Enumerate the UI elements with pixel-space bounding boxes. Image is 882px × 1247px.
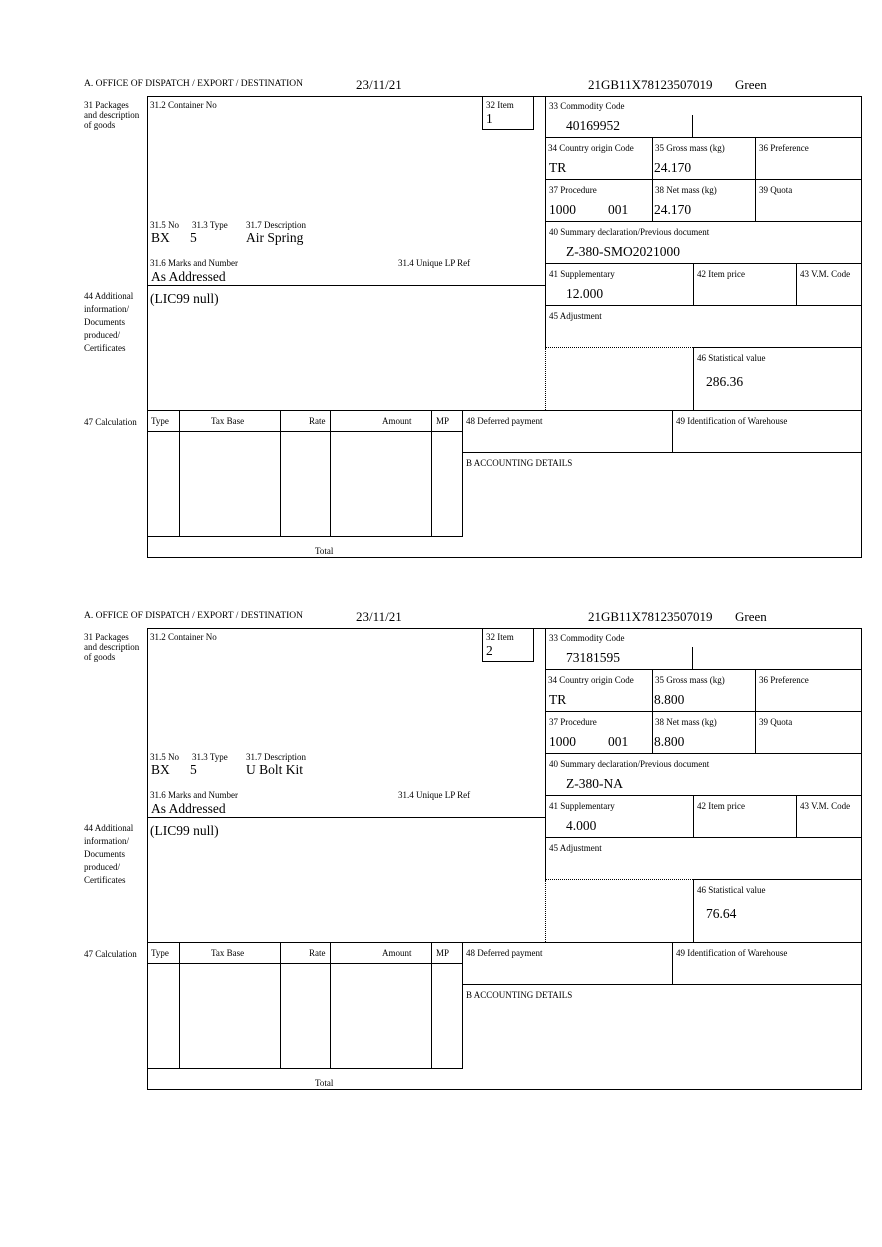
net-mass-label: 38 Net mass (kg) bbox=[655, 717, 717, 727]
total-label: Total bbox=[315, 546, 334, 556]
commodity-code: 40169952 bbox=[566, 118, 620, 133]
supplementary-label: 41 Supplementary bbox=[549, 801, 615, 811]
gross-mass: 8.800 bbox=[654, 692, 685, 707]
container-label: 31.2 Container No bbox=[150, 100, 217, 110]
calculation-label: 47 Calculation bbox=[84, 949, 137, 959]
supplementary-units: 4.000 bbox=[566, 818, 597, 833]
country-origin-label: 34 Country origin Code bbox=[548, 143, 634, 153]
accounting-label: B ACCOUNTING DETAILS bbox=[466, 458, 573, 468]
net-mass: 24.170 bbox=[654, 202, 692, 217]
summary-document: Z-380-NA bbox=[566, 776, 623, 791]
calc-mp-header: MP bbox=[436, 416, 450, 426]
country-origin-label: 34 Country origin Code bbox=[548, 675, 634, 685]
marks-value: As Addressed bbox=[151, 269, 226, 284]
vm-code-label: 43 V.M. Code bbox=[800, 801, 851, 811]
item-number: 1 bbox=[486, 111, 493, 126]
preference-label: 36 Preference bbox=[759, 143, 809, 153]
package-type-label: 31.3 Type bbox=[192, 752, 228, 762]
procedure-label: 37 Procedure bbox=[549, 717, 597, 727]
calc-type-header: Type bbox=[151, 416, 169, 426]
procedure-additional: 001 bbox=[608, 734, 629, 749]
item-price-label: 42 Item price bbox=[697, 269, 745, 279]
summary-decl-label: 40 Summary declaration/Previous document bbox=[549, 759, 710, 769]
declaration-item-2 bbox=[0, 532, 882, 1088]
item-label: 32 Item bbox=[486, 632, 514, 642]
package-type-label: 31.3 Type bbox=[192, 220, 228, 230]
declaration-date: 23/11/21 bbox=[356, 609, 402, 624]
statistical-label: 46 Statistical value bbox=[697, 885, 766, 895]
country-origin: TR bbox=[549, 160, 567, 175]
goods-description: U Bolt Kit bbox=[246, 762, 304, 777]
marks-label: 31.6 Marks and Number bbox=[150, 790, 238, 800]
accounting-label: B ACCOUNTING DETAILS bbox=[466, 990, 573, 1000]
unique-lp-label: 31.4 Unique LP Ref bbox=[398, 790, 471, 800]
calculation-label: 47 Calculation bbox=[84, 417, 137, 427]
quota-label: 39 Quota bbox=[759, 185, 793, 195]
quota-label: 39 Quota bbox=[759, 717, 793, 727]
route-status: Green bbox=[735, 609, 767, 624]
item-number: 2 bbox=[486, 643, 493, 658]
package-no: BX bbox=[151, 762, 170, 777]
additional-info-label: 44 Additional information/ Documents produced/ Certificates bbox=[84, 823, 134, 885]
package-no: BX bbox=[151, 230, 170, 245]
summary-decl-label: 40 Summary declaration/Previous document bbox=[549, 227, 710, 237]
container-label: 31.2 Container No bbox=[150, 632, 217, 642]
declaration-reference: 21GB11X78123507019 bbox=[588, 77, 713, 92]
procedure-code: 1000 bbox=[549, 734, 576, 749]
unique-lp-label: 31.4 Unique LP Ref bbox=[398, 258, 471, 268]
goods-description: Air Spring bbox=[246, 230, 304, 245]
calc-rate-header: Rate bbox=[309, 416, 326, 426]
description-label: 31.7 Description bbox=[246, 220, 306, 230]
additional-info-value: (LIC99 null) bbox=[150, 291, 219, 306]
total-label: Total bbox=[315, 1078, 334, 1088]
calc-tax-base-header: Tax Base bbox=[211, 416, 245, 426]
additional-info-value: (LIC99 null) bbox=[150, 823, 219, 838]
deferred-payment-label: 48 Deferred payment bbox=[466, 416, 543, 426]
declaration-item-1 bbox=[0, 0, 882, 556]
declaration-reference: 21GB11X78123507019 bbox=[588, 609, 713, 624]
route-status: Green bbox=[735, 77, 767, 92]
procedure-additional: 001 bbox=[608, 202, 629, 217]
adjustment-label: 45 Adjustment bbox=[549, 311, 602, 321]
calc-amount-header: Amount bbox=[382, 948, 412, 958]
description-label: 31.7 Description bbox=[246, 752, 306, 762]
procedure-code: 1000 bbox=[549, 202, 576, 217]
warehouse-label: 49 Identification of Warehouse bbox=[676, 416, 788, 426]
gross-mass-label: 35 Gross mass (kg) bbox=[655, 143, 725, 153]
gross-mass-label: 35 Gross mass (kg) bbox=[655, 675, 725, 685]
net-mass-label: 38 Net mass (kg) bbox=[655, 185, 717, 195]
procedure-label: 37 Procedure bbox=[549, 185, 597, 195]
item-label: 32 Item bbox=[486, 100, 514, 110]
office-heading: A. OFFICE OF DISPATCH / EXPORT / DESTINATION bbox=[84, 611, 304, 621]
package-no-label: 31.5 No bbox=[150, 220, 179, 230]
package-type: 5 bbox=[190, 230, 197, 245]
calc-amount-header: Amount bbox=[382, 416, 412, 426]
calc-rate-header: Rate bbox=[309, 948, 326, 958]
office-heading: A. OFFICE OF DISPATCH / EXPORT / DESTINATION bbox=[84, 79, 304, 89]
package-no-label: 31.5 No bbox=[150, 752, 179, 762]
packages-label: 31 Packages and description of goods bbox=[84, 100, 140, 130]
package-type: 5 bbox=[190, 762, 197, 777]
commodity-label: 33 Commodity Code bbox=[549, 101, 625, 111]
country-origin: TR bbox=[549, 692, 567, 707]
warehouse-label: 49 Identification of Warehouse bbox=[676, 948, 788, 958]
calc-tax-base-header: Tax Base bbox=[211, 948, 245, 958]
packages-label: 31 Packages and description of goods bbox=[84, 632, 140, 662]
commodity-label: 33 Commodity Code bbox=[549, 633, 625, 643]
marks-value: As Addressed bbox=[151, 801, 226, 816]
commodity-code: 73181595 bbox=[566, 650, 620, 665]
preference-label: 36 Preference bbox=[759, 675, 809, 685]
marks-label: 31.6 Marks and Number bbox=[150, 258, 238, 268]
deferred-payment-label: 48 Deferred payment bbox=[466, 948, 543, 958]
statistical-value: 286.36 bbox=[706, 374, 744, 389]
statistical-label: 46 Statistical value bbox=[697, 353, 766, 363]
gross-mass: 24.170 bbox=[654, 160, 692, 175]
statistical-value: 76.64 bbox=[706, 906, 737, 921]
additional-info-label: 44 Additional information/ Documents produced/ Certificates bbox=[84, 291, 134, 353]
supplementary-label: 41 Supplementary bbox=[549, 269, 615, 279]
supplementary-units: 12.000 bbox=[566, 286, 604, 301]
item-price-label: 42 Item price bbox=[697, 801, 745, 811]
net-mass: 8.800 bbox=[654, 734, 685, 749]
calc-mp-header: MP bbox=[436, 948, 450, 958]
calc-type-header: Type bbox=[151, 948, 169, 958]
summary-document: Z-380-SMO2021000 bbox=[566, 244, 680, 259]
adjustment-label: 45 Adjustment bbox=[549, 843, 602, 853]
declaration-date: 23/11/21 bbox=[356, 77, 402, 92]
vm-code-label: 43 V.M. Code bbox=[800, 269, 851, 279]
